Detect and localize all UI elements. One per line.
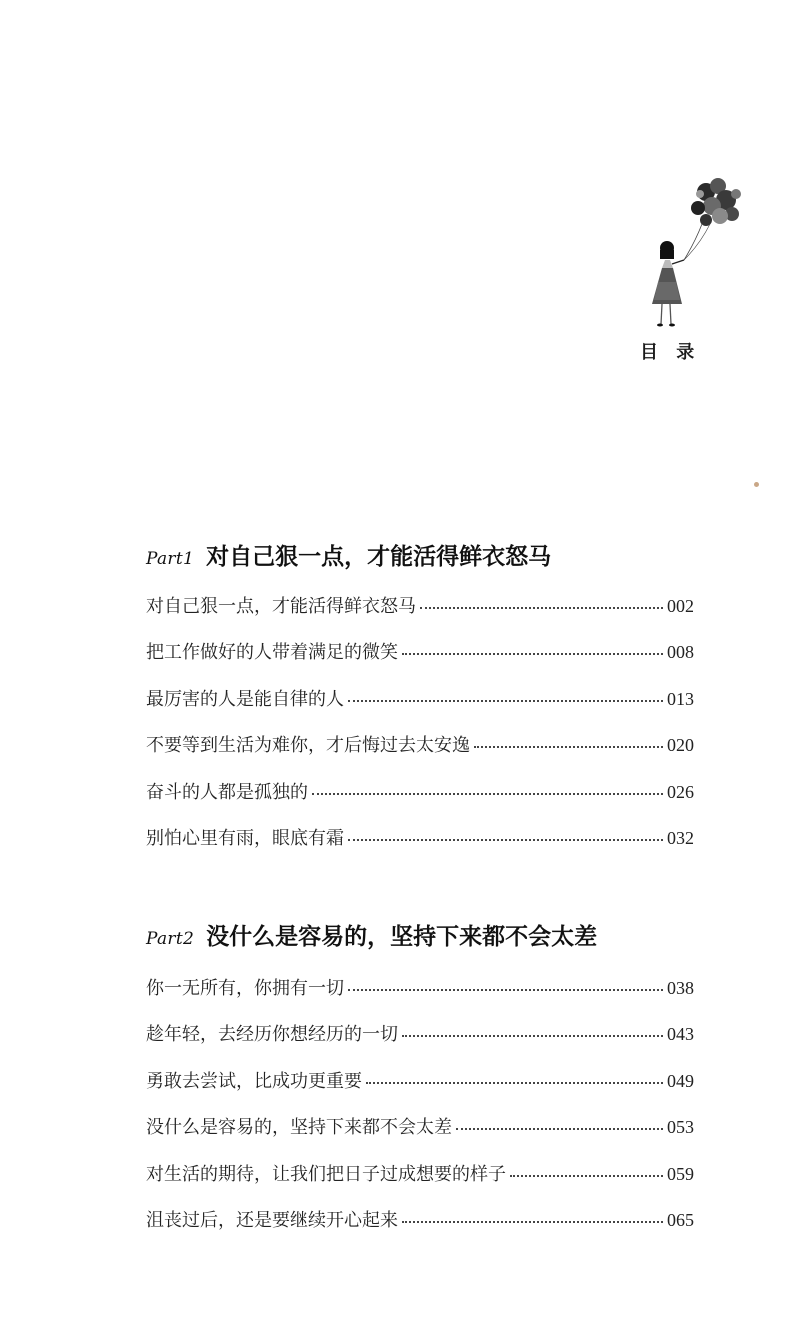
entry-page-number: 043 [667, 1024, 694, 1045]
dot-leader [402, 1035, 663, 1037]
entry-page-number: 059 [667, 1163, 694, 1184]
dot-leader [348, 839, 663, 841]
entry-title: 勇敢去尝试，比成功更重要 [146, 1070, 362, 1092]
entry-title: 趁年轻，去经历你想经历的一切 [146, 1024, 398, 1046]
entry-title: 别怕心里有雨，眼底有霜 [146, 827, 344, 849]
entry-page-number: 032 [667, 827, 694, 848]
girl-figure-icon [652, 241, 684, 327]
entry-page-number: 013 [667, 688, 694, 709]
dot-leader [474, 746, 663, 748]
entry-page-number: 065 [667, 1209, 694, 1230]
toc-list [146, 974, 694, 1252]
entry-title: 没什么是容易的，坚持下来都不会太差 [146, 1117, 452, 1139]
part-label: Part1 [146, 549, 195, 569]
part-label: Part2 [146, 929, 195, 949]
girl-with-balloons-illustration [640, 172, 750, 334]
dot-leader [510, 1175, 663, 1177]
dot-leader [402, 1221, 663, 1223]
balloons-icon [691, 178, 741, 226]
dot-leader [366, 1082, 663, 1084]
dot-leader [312, 793, 663, 795]
entry-title: 把工作做好的人带着满足的微笑 [146, 642, 398, 664]
toc-entry[interactable] [146, 685, 694, 731]
toc-entry[interactable] [146, 1113, 694, 1159]
part-title: 没什么是容易的，坚持下来都不会太差 [206, 924, 598, 950]
part-heading [146, 918, 597, 951]
entry-title: 最厉害的人是能自律的人 [146, 688, 344, 710]
dot-leader [348, 989, 663, 991]
entry-page-number: 038 [667, 978, 694, 998]
toc-list [146, 592, 694, 870]
toc-entry[interactable] [146, 638, 694, 684]
entry-title: 对自己狠一点，才能活得鲜衣怒马 [146, 596, 416, 617]
toc-entry[interactable] [146, 778, 694, 824]
dot-leader [456, 1128, 663, 1130]
toc-entry[interactable] [146, 974, 694, 1020]
entry-title: 你一无所有，你拥有一切 [146, 978, 344, 999]
entry-page-number: 049 [667, 1070, 694, 1091]
toc-entry[interactable] [146, 1067, 694, 1113]
part-title: 对自己狠一点，才能活得鲜衣怒马 [206, 544, 552, 570]
entry-page-number: 020 [667, 735, 694, 756]
entry-title: 沮丧过后，还是要继续开心起来 [146, 1209, 398, 1231]
part-heading [146, 538, 551, 571]
paper-speck [754, 482, 759, 487]
dot-leader [402, 653, 663, 655]
page-title: 目 录 [640, 342, 701, 363]
dot-leader [420, 607, 663, 609]
toc-entry[interactable] [146, 824, 694, 870]
entry-title: 奋斗的人都是孤独的 [146, 781, 308, 803]
entry-page-number: 002 [667, 596, 694, 616]
dot-leader [348, 700, 663, 702]
toc-entry[interactable] [146, 592, 694, 638]
toc-entry[interactable] [146, 1020, 694, 1066]
entry-title: 对生活的期待，让我们把日子过成想要的样子 [146, 1163, 506, 1185]
toc-entry[interactable] [146, 731, 694, 777]
entry-title: 不要等到生活为难你，才后悔过去太安逸 [146, 735, 470, 757]
entry-page-number: 053 [667, 1117, 694, 1138]
entry-page-number: 026 [667, 781, 694, 802]
toc-entry[interactable] [146, 1160, 694, 1206]
entry-page-number: 008 [667, 642, 694, 663]
toc-entry[interactable] [146, 1206, 694, 1252]
